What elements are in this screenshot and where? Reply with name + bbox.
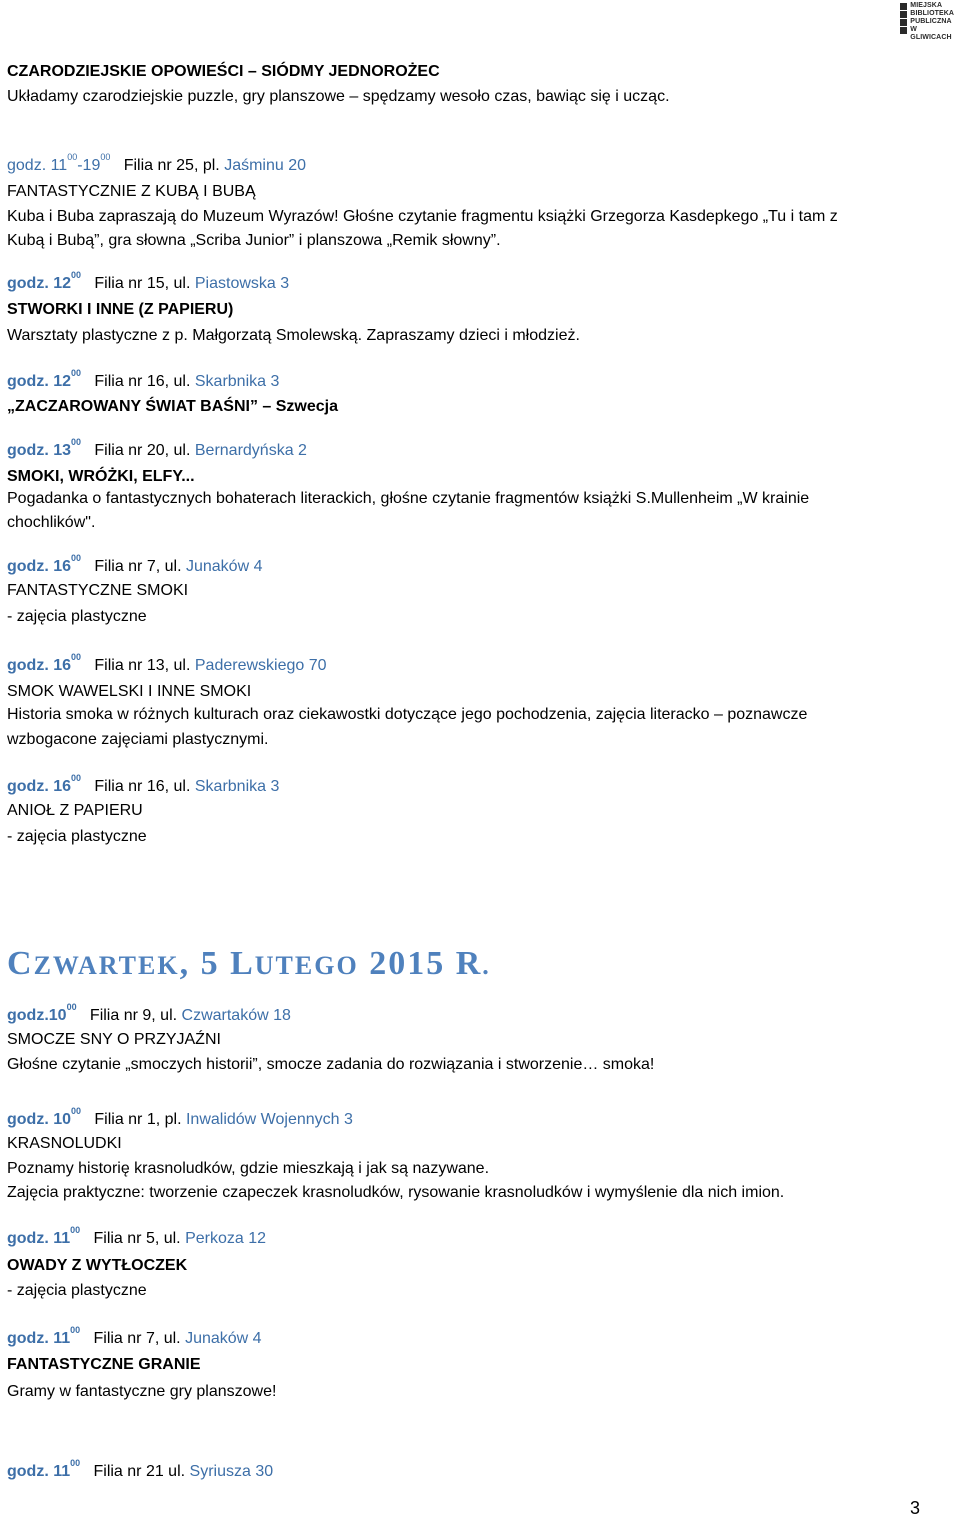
event-address: Perkoza 12 <box>185 1230 267 1247</box>
event-time-place <box>7 1002 291 1026</box>
event-title: SMOKI, WRÓŻKI, ELFY... <box>7 468 195 485</box>
event-title: OWADY Z WYTŁOCZEK <box>7 1257 188 1274</box>
event-address: Skarbnika 3 <box>194 778 280 795</box>
event-time-place <box>7 368 280 392</box>
event-time: godz. $11^{00}$ <box>7 1458 81 1480</box>
event-address: Czwartaków 18 <box>181 1007 291 1024</box>
logo-line: PUBLICZNA <box>910 18 952 25</box>
event-title: FANTASTYCZNIE Z KUBĄ I BUBĄ <box>7 183 256 200</box>
event-time-place <box>7 1458 274 1482</box>
event-time: $godz.10^{00}$ <box>7 1002 77 1024</box>
event-address: Paderewskiego 70 <box>194 657 327 674</box>
event-time-place <box>7 652 327 676</box>
event-address: Skarbnika 3 <box>194 373 280 390</box>
event-time-place <box>7 270 290 294</box>
event-branch: Filia nr 7, ul. <box>93 1330 181 1347</box>
event-time: godz. $16^{00}$ <box>7 652 82 674</box>
event-branch: Filia nr 5, ul. <box>93 1230 181 1247</box>
event-title: SMOCZE SNY O PRZYJAŹNI <box>7 1031 221 1048</box>
event-time-place <box>7 437 307 461</box>
event-description: Głośne czytanie „smoczych historii”, smocze zadania do rozwiązania i stworzenie… smoka! <box>7 1056 655 1073</box>
event-branch: Filia nr 13, ul. <box>94 657 191 674</box>
event-address: Junaków 4 <box>185 558 263 575</box>
event-description: Kuba i Buba zapraszają do Muzeum Wyrazów! Głośne czytanie fragmentu książki Grzegorza Kasdepkego „Tu i tam z <box>7 208 838 225</box>
event-address: Junaków 4 <box>185 1330 262 1347</box>
day-heading: CZWARTEK, 5 LUTEGO 2015 R. <box>7 945 491 982</box>
event-title: „ZACZAROWANY ŚWIAT BAŚNI” – Szwecja <box>7 398 338 415</box>
event-time-place <box>7 1225 267 1249</box>
logo-mark-icon <box>900 2 907 36</box>
event-time: godz. $12^{00}$ <box>7 270 82 292</box>
event-title: FANTASTYCZNE SMOKI <box>7 582 189 599</box>
event-time: godz. $11^{00}-19^{00}$ <box>7 152 111 174</box>
event-branch: Filia nr 7, ul. <box>94 558 182 575</box>
logo-line: W GLIWICACH <box>910 26 952 41</box>
event-time: godz. $11^{00}$ <box>7 1225 81 1247</box>
event-time-place <box>7 773 280 797</box>
event-title: CZARODZIEJSKIE OPOWIEŚCI – SIÓDMY JEDNOROŻEC <box>7 63 440 80</box>
event-address: Inwalidów Wojennych 3 <box>185 1111 353 1128</box>
event-title: ANIOŁ Z PAPIERU <box>7 802 143 819</box>
event-time-place <box>7 152 307 176</box>
logo-line: BIBLIOTEKA <box>910 10 955 17</box>
event-description: chochlików". <box>7 514 96 531</box>
event-time-place <box>7 553 263 577</box>
event-time: godz. $10^{00}$ <box>7 1106 82 1128</box>
event-time: godz. $12^{00}$ <box>7 368 82 390</box>
event-description: - zajęcia plastyczne <box>7 608 147 625</box>
event-description: Poznamy historię krasnoludków, gdzie mieszkają i jak są nazywane. <box>7 1160 490 1177</box>
event-branch: Filia nr 20, ul. <box>94 442 191 459</box>
event-title: KRASNOLUDKI <box>7 1135 122 1152</box>
event-description: - zajęcia plastyczne <box>7 828 147 845</box>
event-description: Historia smoka w różnych kulturach oraz ciekawostki dotyczące jego pochodzenia, zajęcia literacko – poznawcze <box>7 706 808 723</box>
event-branch: Filia nr 1, pl. <box>94 1111 182 1128</box>
event-address: Syriusza 30 <box>189 1463 274 1480</box>
event-address: Bernardyńska 2 <box>194 442 307 459</box>
event-description: - zajęcia plastyczne <box>7 1282 147 1299</box>
logo-line: MIEJSKA <box>910 2 943 9</box>
event-description: Pogadanka o fantastycznych bohaterach literackich, głośne czytanie fragmentów książki S.Mullenheim „W krainie <box>7 490 810 507</box>
event-description: Zajęcia praktyczne: tworzenie czapeczek krasnoludków, rysowanie krasnoludków i wymyślenie dla nich imion. <box>7 1184 785 1201</box>
logo-text <box>910 2 956 41</box>
event-description: wzbogacone zajęciami plastycznymi. <box>7 731 269 748</box>
event-branch: Filia nr 25, pl. <box>123 157 220 174</box>
event-branch: Filia nr 16, ul. <box>94 373 191 390</box>
page-number: 3 <box>909 1498 920 1518</box>
event-description: Kubą i Bubą”, gra słowna „Scriba Junior” i planszowa „Remik słowny”. <box>7 232 501 249</box>
event-branch: Filia nr 21 ul. <box>93 1463 186 1480</box>
event-title: FANTASTYCZNE GRANIE <box>7 1356 201 1373</box>
event-time: godz. $11^{00}$ <box>7 1325 81 1347</box>
event-title: STWORKI I INNE (Z PAPIERU) <box>7 301 234 318</box>
event-time: godz. $13^{00}$ <box>7 437 82 459</box>
event-branch: Filia nr 9, ul. <box>89 1007 178 1024</box>
event-description: Układamy czarodziejskie puzzle, gry planszowe – spędzamy wesoło czas, bawiąc się i ucząc. <box>7 88 670 105</box>
event-time-place <box>7 1106 353 1130</box>
event-branch: Filia nr 15, ul. <box>94 275 191 292</box>
event-address: Jaśminu 20 <box>224 157 307 174</box>
event-branch: Filia nr 16, ul. <box>94 778 191 795</box>
event-time: godz. $16^{00}$ <box>7 553 82 575</box>
event-time: godz. $16^{00}$ <box>7 773 82 795</box>
event-title: SMOK WAWELSKI I INNE SMOKI <box>7 683 252 700</box>
event-time-place <box>7 1325 262 1349</box>
event-address: Piastowska 3 <box>194 275 290 292</box>
library-logo <box>900 2 956 41</box>
event-description: Warsztaty plastyczne z p. Małgorzatą Smolewską. Zapraszamy dzieci i młodzież. <box>7 327 580 344</box>
event-description: Gramy w fantastyczne gry planszowe! <box>7 1383 277 1400</box>
